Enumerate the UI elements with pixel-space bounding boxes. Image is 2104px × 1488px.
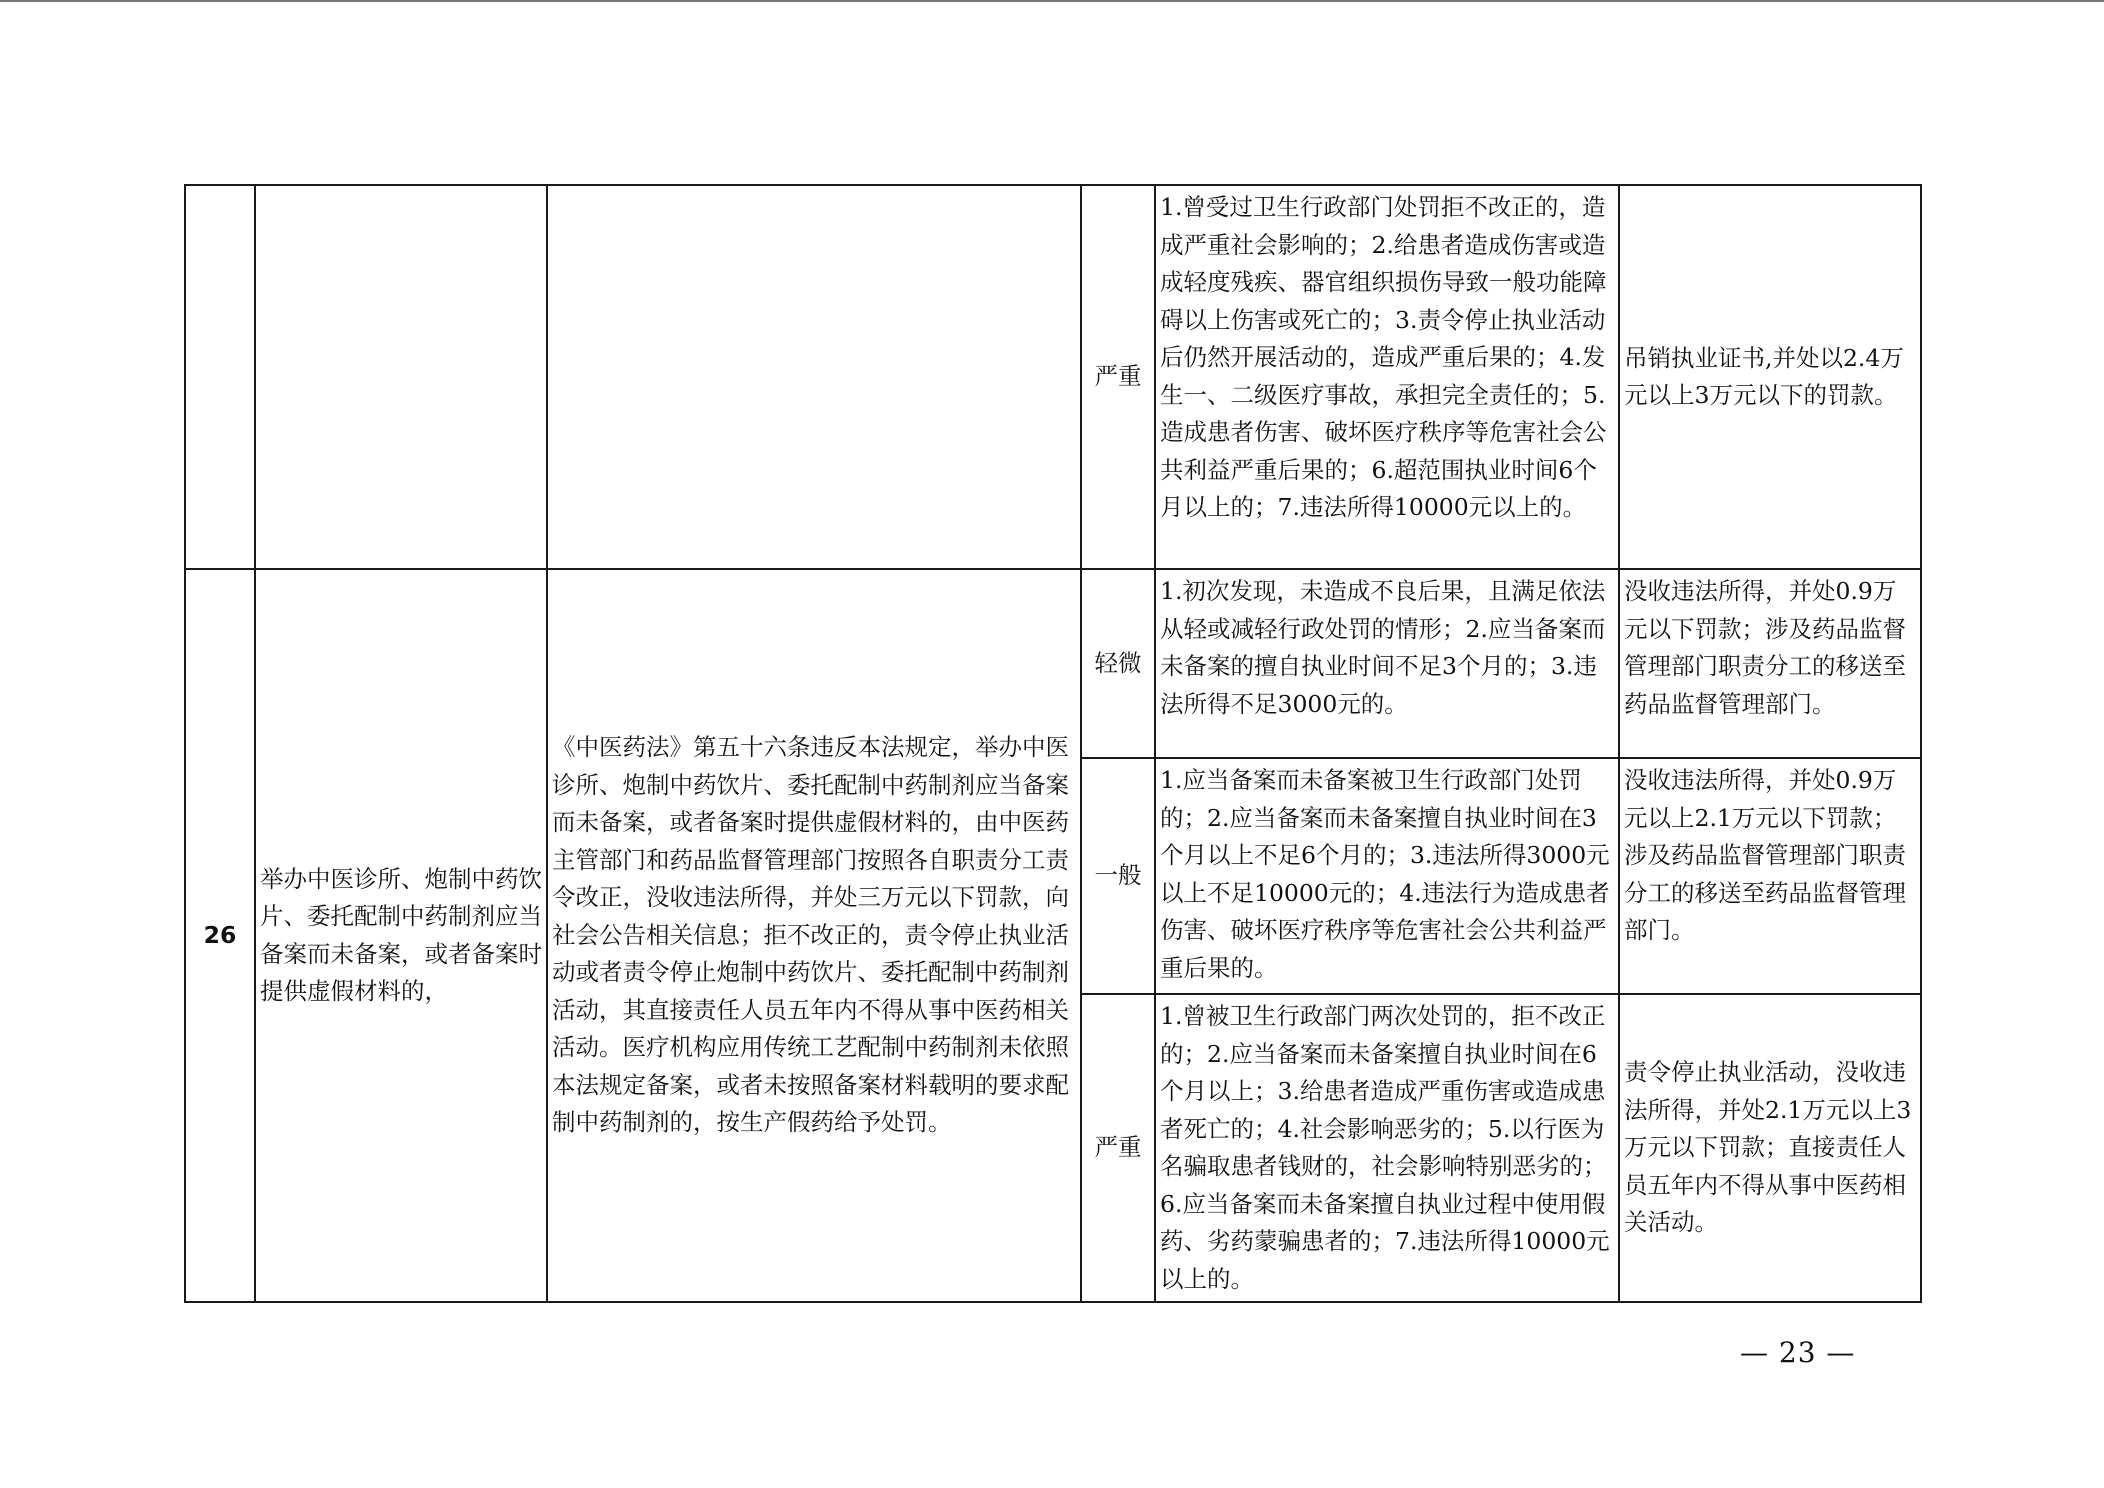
severity-level-cell: 严重: [1081, 994, 1155, 1302]
violation-item-cell: [255, 185, 547, 569]
row-number-cell: 26: [185, 569, 255, 1302]
penalty-standard-cell: 没收违法所得，并处0.9万元以上2.1万元以下罚款；涉及药品监督管理部门职责分工的移送至药品监督管理部门。: [1619, 758, 1921, 994]
severity-level-cell: 轻微: [1081, 569, 1155, 758]
penalty-standard-table: [184, 184, 1922, 1303]
penalty-standard-cell: 责令停止执业活动，没收违法所得，并处2.1万元以上3万元以下罚款；直接责任人员五年内不得从事中医药相关活动。: [1619, 994, 1921, 1302]
legal-basis-cell: [547, 185, 1081, 569]
penalty-standard-cell: 没收违法所得，并处0.9万元以下罚款；涉及药品监督管理部门职责分工的移送至药品监督管理部门。: [1619, 569, 1921, 758]
severity-level-cell: 严重: [1081, 185, 1155, 569]
severity-level-cell: 一般: [1081, 758, 1155, 994]
circumstance-cell: 1.曾受过卫生行政部门处罚拒不改正的，造成严重社会影响的；2.给患者造成伤害或造成轻度残疾、器官组织损伤导致一般功能障碍以上伤害或死亡的；3.责令停止执业活动后仍然开展活动的，造成严重后果的；4.发生一、二级医疗事故，承担完全责任的；5.造成患者伤害、破坏医疗秩序等危害社会公共利益严重后果的；6.超范围执业时间6个月以上的；7.违法所得10000元以上的。: [1155, 185, 1619, 569]
penalty-standard-cell: 吊销执业证书,并处以2.4万元以上3万元以下的罚款。: [1619, 185, 1921, 569]
legal-basis-cell: 《中医药法》第五十六条违反本法规定，举办中医诊所、炮制中药饮片、委托配制中药制剂应当备案而未备案，或者备案时提供虚假材料的，由中医药主管部门和药品监督管理部门按照各自职责分工责令改正，没收违法所得，并处三万元以下罚款，向社会公告相关信息；拒不改正的，责令停止执业活动或者责令停止炮制中药饮片、委托配制中药制剂活动，其直接责任人员五年内不得从事中医药相关活动。医疗机构应用传统工艺配制中药制剂未依照本法规定备案，或者未按照备案材料载明的要求配制中药制剂的，按生产假药给予处罚。: [547, 569, 1081, 1302]
table-row-continued: [185, 185, 1921, 569]
page-top-rule: [0, 0, 2104, 2]
circumstance-cell: 1.曾被卫生行政部门两次处罚的，拒不改正的；2.应当备案而未备案擅自执业时间在6个月以上；3.给患者造成严重伤害或造成患者死亡的；4.社会影响恶劣的；5.以行医为名骗取患者钱财的，社会影响特别恶劣的；6.应当备案而未备案擅自执业过程中使用假药、劣药蒙骗患者的；7.违法所得10000元以上的。: [1155, 994, 1619, 1302]
row-number-cell: [185, 185, 255, 569]
table-row-26-minor: [185, 569, 1921, 758]
page-number: — 23 —: [1740, 1336, 1856, 1369]
circumstance-cell: 1.应当备案而未备案被卫生行政部门处罚的；2.应当备案而未备案擅自执业时间在3个月以上不足6个月的；3.违法所得3000元以上不足10000元的；4.违法行为造成患者伤害、破坏医疗秩序等危害社会公共利益严重后果的。: [1155, 758, 1619, 994]
violation-item-cell: 举办中医诊所、炮制中药饮片、委托配制中药制剂应当备案而未备案，或者备案时提供虚假材料的，: [255, 569, 547, 1302]
circumstance-cell: 1.初次发现，未造成不良后果，且满足依法从轻或减轻行政处罚的情形；2.应当备案而未备案的擅自执业时间不足3个月的；3.违法所得不足3000元的。: [1155, 569, 1619, 758]
